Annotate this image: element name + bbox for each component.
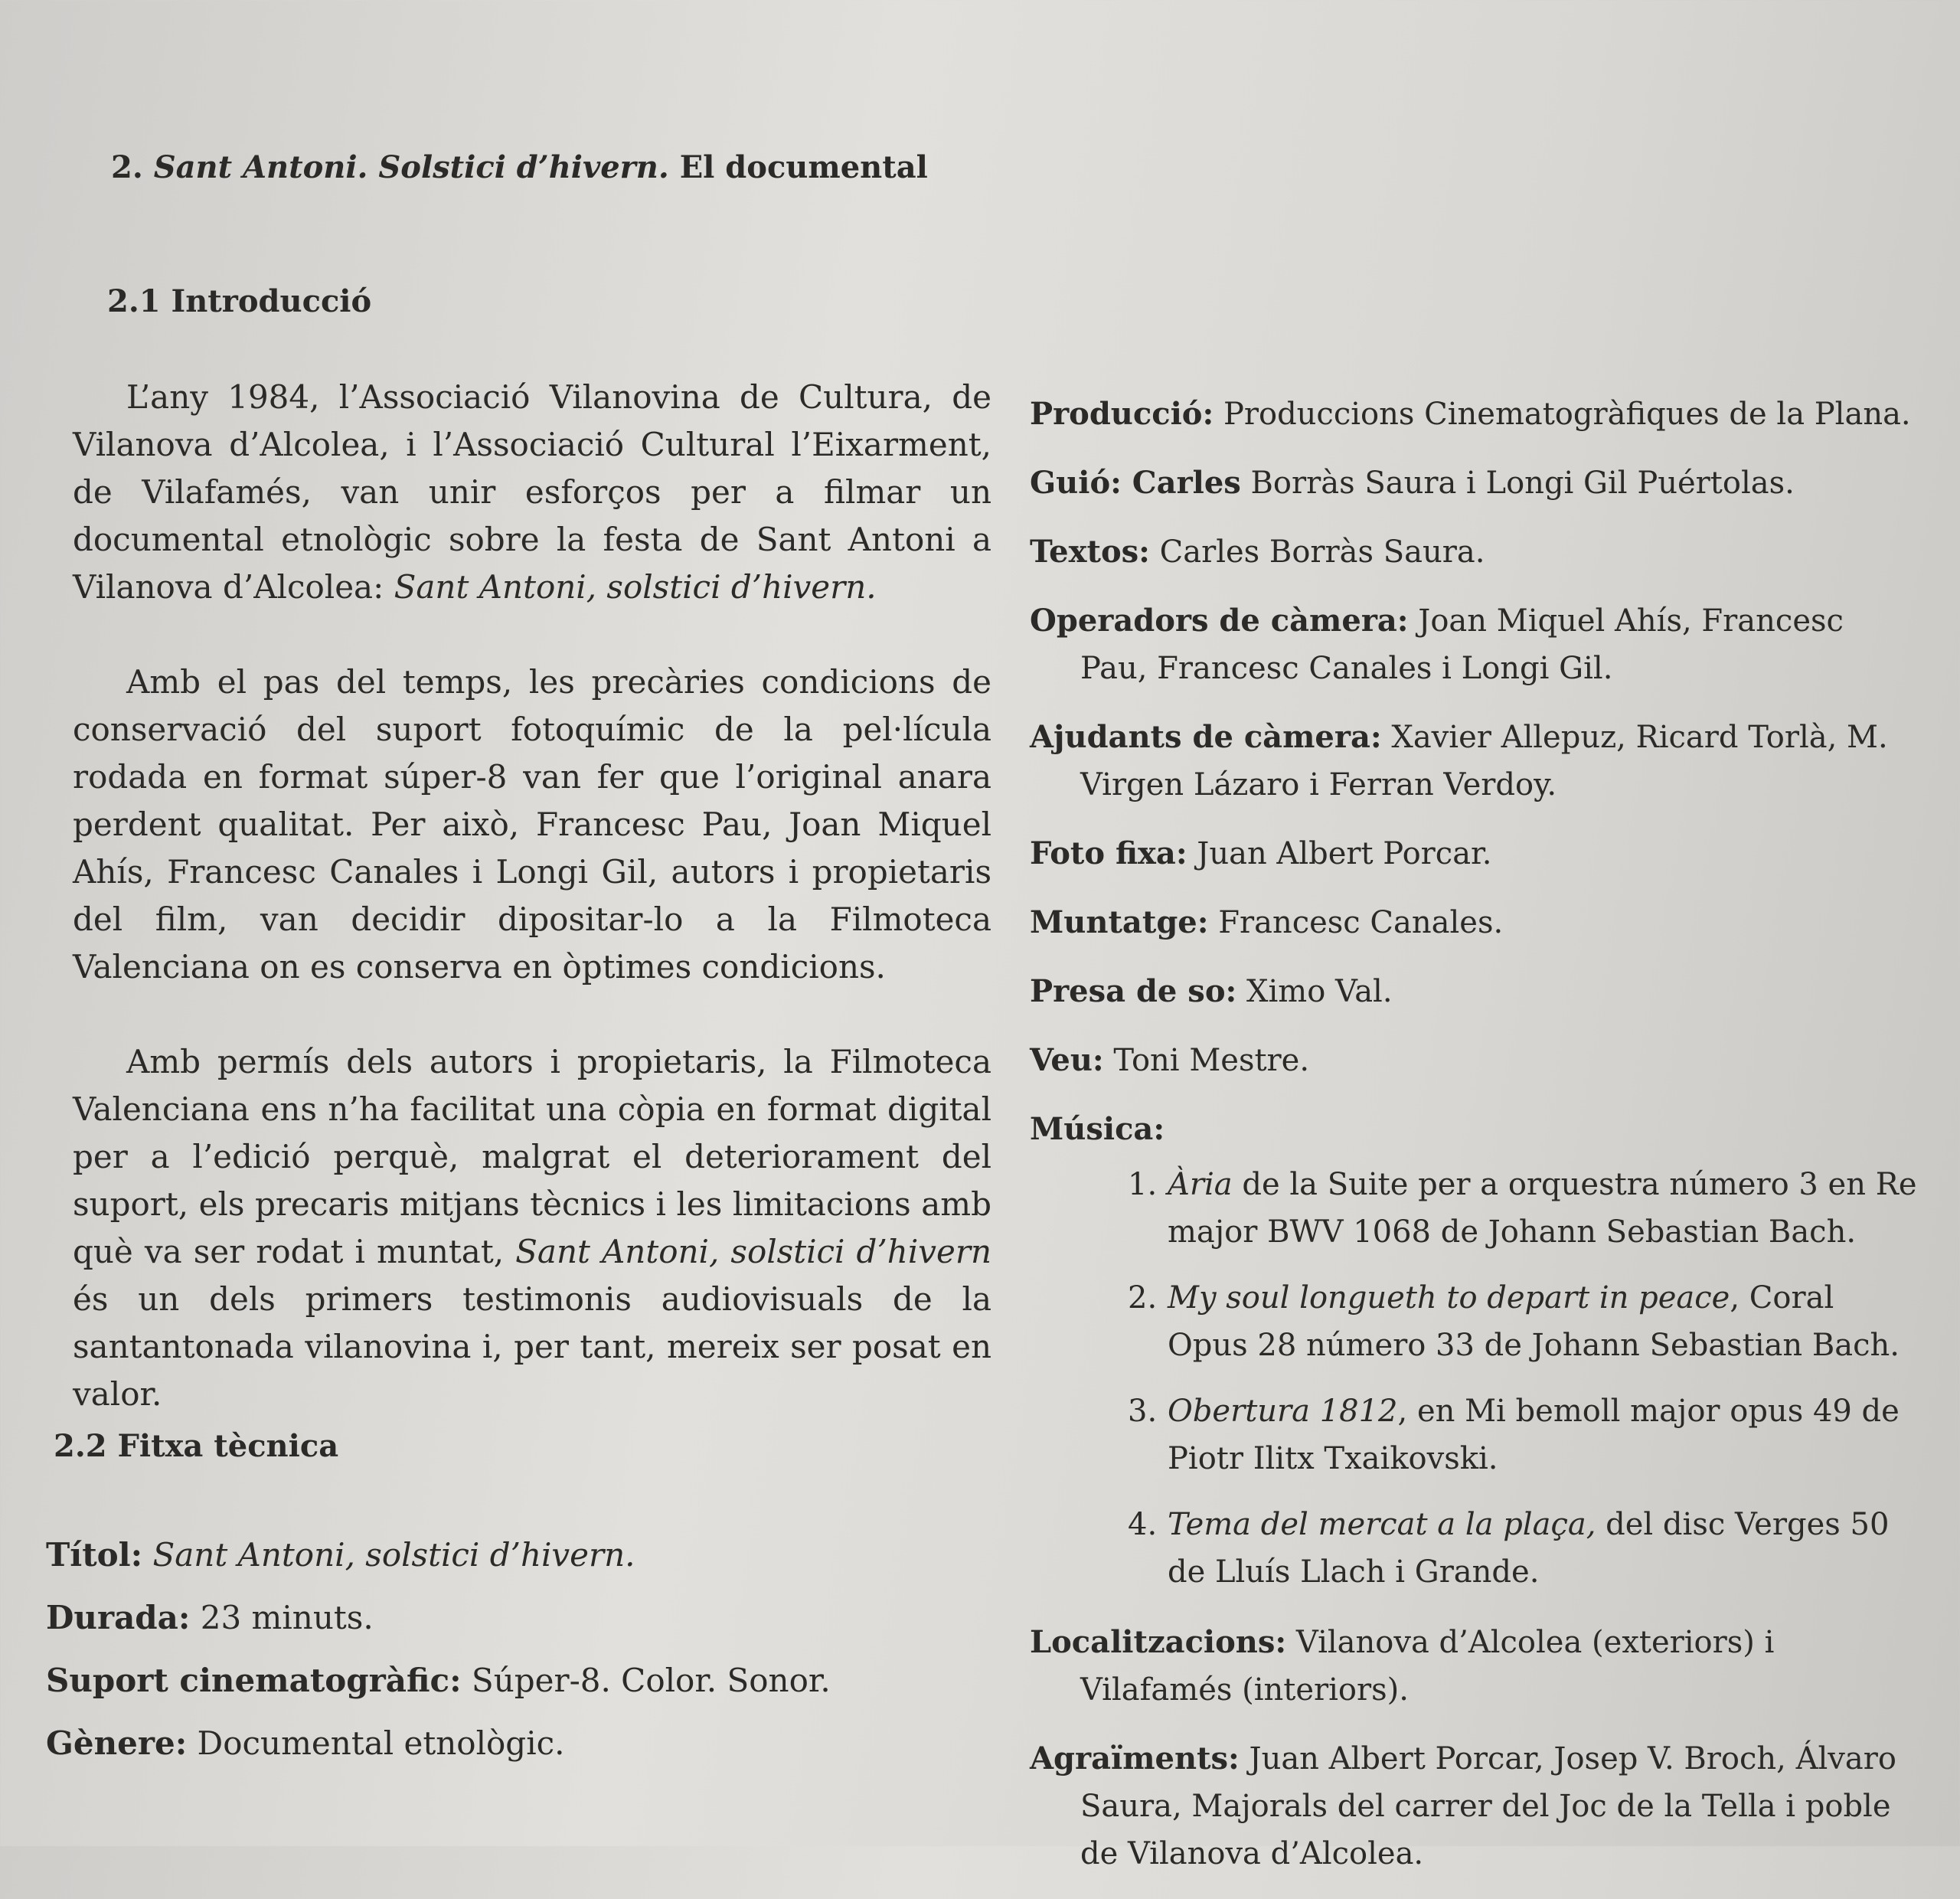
music-item: 3. Obertura 1812, en Mi bemoll major opus 49 de Piotr Ilitx Txaikovski. <box>1128 1394 1900 1476</box>
fitxa-tecnica <box>46 1524 988 1775</box>
music-item: 2. My soul longueth to depart in peace, Coral Opus 28 número 33 de Johann Sebastian Bach. <box>1128 1280 1900 1363</box>
credit-presa-de-so: Presa de so: Ximo Val. <box>1030 973 1393 1009</box>
intro-paragraph-3: Amb permís dels autors i propietaris, la Filmoteca Valenciana ens n’ha facilitat una còpia en format digital per a l’edició perquè, malgrat el deteriorament del suport, els precaris mitjans tècnics i les limitacions amb què va ser rodat i muntat, Sant Antoni, solstici d’hivern és un dels primers testimonis audiovisuals de la santantonada vilanovina i, per tant, mereix ser posat en valor. <box>73 1043 991 1413</box>
credit-textos: Textos: Carles Borràs Saura. <box>1030 534 1485 570</box>
credit-operadors: Operadors de càmera: Joan Miquel Ahís, Francesc Pau, Francesc Canales i Longi Gil. <box>1030 603 1844 686</box>
music-item: 1. Ària de la Suite per a orquestra número 3 en Re major BWV 1068 de Johann Sebastian Bach. <box>1128 1167 1917 1250</box>
music-list <box>1030 1161 1918 1596</box>
credit-localitzacions: Localitzacions: Vilanova d’Alcolea (exteriors) i Vilafamés (interiors). <box>1030 1624 1775 1708</box>
chapter-title <box>111 149 928 185</box>
credit-veu: Veu: Toni Mestre. <box>1030 1042 1310 1078</box>
credits-column <box>1030 391 1918 1899</box>
credit-agraiments: Agraïments: Juan Albert Porcar, Josep V. Broch, Álvaro Saura, Majorals del carrer del Joc de la Tella i poble de Vilanova d’Alcolea. <box>1030 1740 1896 1871</box>
fitxa-titol: Títol: Sant Antoni, solstici d’hivern. <box>46 1536 635 1574</box>
music-item: 4. Tema del mercat a la plaça, del disc Verges 50 de Lluís Llach i Grande. <box>1128 1507 1890 1590</box>
chapter-number: 2. <box>111 149 154 185</box>
fitxa-heading: 2.2 Fitxa tècnica <box>54 1428 339 1464</box>
intro-paragraph-1: L’any 1984, l’Associació Vilanovina de Cultura, de Vilanova d’Alcolea, i l’Associació Cultural l’Eixarment, de Vilafamés, van unir esforços per a filmar un documental etnològic sobre la festa de Sant Antoni a Vilanova d’Alcolea: Sant Antoni, solstici d’hivern. <box>73 378 991 606</box>
intro-paragraph-2: Amb el pas del temps, les precàries condicions de conservació del suport fotoquímic de la pel·lícula rodada en format súper-8 van fer que l’original anara perdent qualitat. Per això, Francesc Pau, Joan Miquel Ahís, Francesc Canales i Longi Gil, autors i propietaris del film, van decidir dipositar-lo a la Filmoteca Valenciana on es conserva en òptimes condicions. <box>73 663 991 985</box>
credit-muntatge: Muntatge: Francesc Canales. <box>1030 904 1504 940</box>
fitxa-durada: Durada: 23 minuts. <box>46 1599 374 1636</box>
fitxa-suport: Suport cinematogràfic: Súper-8. Color. Sonor. <box>46 1662 831 1699</box>
credit-ajudants: Ajudants de càmera: Xavier Allepuz, Ricard Torlà, M. Virgen Lázaro i Ferran Verdoy. <box>1030 719 1888 802</box>
credit-musica: Música: <box>1030 1111 1165 1147</box>
credit-guio: Guió: Carles Borràs Saura i Longi Gil Puértolas. <box>1030 465 1795 501</box>
fitxa-genere: Gènere: Documental etnològic. <box>46 1724 565 1762</box>
chapter-title-italic: Sant Antoni. Solstici d’hivern. <box>153 149 669 185</box>
intro-text <box>73 374 991 1418</box>
credit-produccio: Producció: Produccions Cinematogràfiques de la Plana. <box>1030 396 1911 432</box>
credit-foto: Foto fixa: Juan Albert Porcar. <box>1030 835 1492 871</box>
chapter-title-rest: El documental <box>668 149 928 185</box>
intro-heading: 2.1 Introducció <box>107 283 372 319</box>
